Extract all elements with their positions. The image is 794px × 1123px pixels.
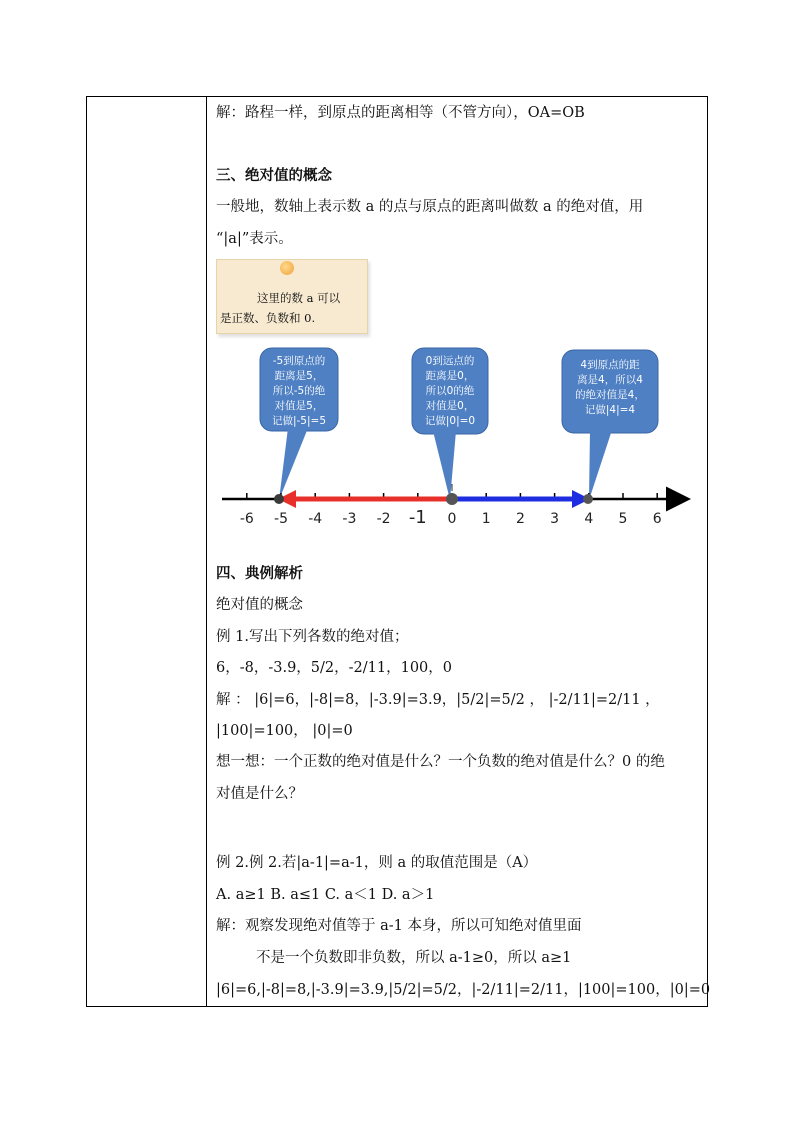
point-origin: [446, 493, 458, 505]
tick-label: 0: [447, 511, 457, 527]
callout-middle-line: 0到远点的: [425, 355, 475, 367]
tick-label: -3: [342, 511, 357, 527]
example2-solution-a: 解：观察发现绝对值等于 a-1 本身，所以可知绝对值里面: [216, 918, 582, 934]
callout-right-line: 4到原点的距: [580, 359, 640, 371]
callout-right-line: 离是4，所以4: [577, 374, 643, 386]
table-column-divider: [206, 96, 207, 1007]
callout-left-line: -5到原点的: [272, 355, 326, 367]
point-minus-5: [274, 494, 284, 504]
callout-left-line: 对值是5，: [274, 400, 324, 412]
callout-right: [562, 350, 658, 500]
tick-label: 5: [618, 511, 628, 527]
tick-label: 4: [584, 511, 594, 527]
definition-line1: 一般地，数轴上表示数 a 的点与原点的距离叫做数 a 的绝对值，用: [216, 199, 644, 215]
callout-middle-line: 对值是0，: [425, 400, 475, 412]
intro-solution: 解：路程一样，到原点的距离相等（不管方向），OA=OB: [216, 105, 585, 121]
callout-middle-line: 距离是0，: [425, 370, 475, 382]
pushpin-icon: [280, 261, 294, 275]
example1-numbers: 6，-8，-3.9，5/2，-2/11，100，0: [216, 660, 453, 676]
tick-label: -2: [376, 511, 391, 527]
callout-left-line: 记做|-5|=5: [271, 415, 327, 427]
tick-label: 3: [550, 511, 560, 527]
think-question-b: 对值是什么？: [216, 786, 303, 802]
tick-label: -5: [274, 511, 288, 527]
note-card-line2: 是正数、负数和 0.: [220, 311, 316, 325]
example2-options: A. a≥1 B. a≤1 C. a＜1 D. a＞1: [216, 887, 435, 903]
example1-solution-b: |100|=100， |0|=0: [216, 723, 353, 739]
note-card-line1: 这里的数 a 可以: [257, 291, 341, 305]
tick-label: 2: [515, 511, 525, 527]
callout-right-line: 的绝对值是4，: [575, 389, 645, 401]
example2-solution-c: |6|=6,|-8|=8,|-3.9|=3.9,|5/2|=5/2，|-2/11|=2/11，|100|=100，|0|=0: [216, 982, 711, 998]
tick-label: -4: [308, 511, 323, 527]
think-question-a: 想一想：一个正数的绝对值是什么？一个负数的绝对值是什么？0 的绝: [216, 754, 665, 770]
section4-heading: 四、典例解析: [216, 566, 303, 582]
callout-middle-line: 所以0的绝: [425, 385, 475, 397]
tick-label: 6: [652, 511, 662, 527]
example2-solution-b: 不是一个负数即非负数，所以 a-1≥0，所以 a≥1: [256, 950, 572, 966]
origin-mark: I: [450, 483, 454, 494]
section3-heading: 三、绝对值的概念: [216, 168, 332, 184]
tick-label: -6: [239, 511, 254, 527]
tick-label: -1: [408, 507, 427, 528]
callout-left-line: 所以-5的绝: [272, 385, 326, 397]
tick-label: 1: [481, 511, 491, 527]
example1-prompt: 例 1.写出下列各数的绝对值；: [216, 629, 409, 645]
example2-prompt: 例 2.例 2.若|a-1|=a-1，则 a 的取值范围是（A）: [216, 855, 538, 871]
callout-right-line: 记做|4|=4: [584, 404, 636, 416]
definition-line2: “|a|”表示。: [216, 231, 293, 247]
point-4: [583, 494, 593, 504]
example1-solution-a: 解 ： |6|=6，|-8|=8，|-3.9|=3.9，|5/2|=5/2 ， |-2/11|=2/11 ，: [216, 692, 660, 708]
callout-left-line: 距离是5，: [274, 370, 324, 382]
number-line-figure: [216, 340, 704, 530]
section4-subtitle: 绝对值的概念: [216, 597, 303, 613]
callout-middle-line: 记做|0|=0: [424, 415, 476, 427]
